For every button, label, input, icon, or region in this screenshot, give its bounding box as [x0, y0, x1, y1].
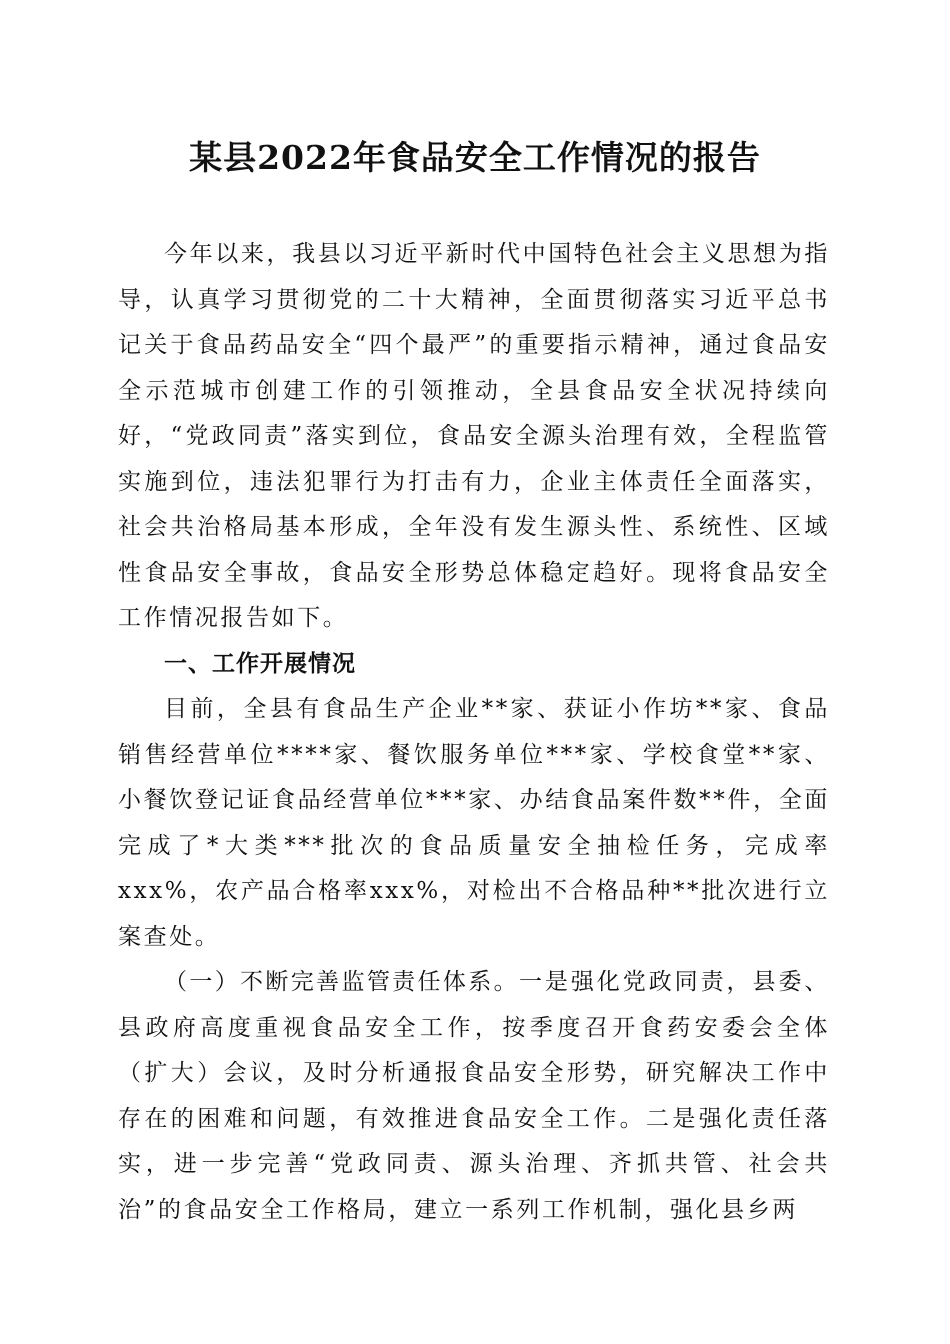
- document-title: 某县2022年食品安全工作情况的报告: [189, 138, 761, 177]
- subsection-1-text: 一是强化党政同责，县委、县政府高度重视食品安全工作，按季度召开食药安委会全体（扩大）会议，及时分析通报食品安全形势，研究解决工作中存在的困难和问题，有效推进食品安全工作。二是强化责任落实，进一步完善“党政同责、源头治理、齐抓共管、社会共治”的食品安全工作格局，建立一系列工作机制，强化县乡两: [118, 969, 831, 1223]
- section-1-paragraph: 目前，全县有食品生产企业**家、获证小作坊**家、食品销售经营单位****家、餐饮服务单位***家、学校食堂**家、小餐饮登记证食品经营单位***家、办结食品案件数**件，全面完成了*大类***批次的食品质量安全抽检任务，完成率xxx%，农产品合格率xxx%，对检出不合格品种**批次进行立案查处。: [118, 696, 830, 950]
- section-heading-1: 一、工作开展情况: [164, 650, 356, 677]
- subsection-1-paragraph: [118, 960, 830, 1233]
- subsection-heading-1: （一）不断完善监管责任体系。: [164, 969, 519, 995]
- intro-paragraph: 今年以来，我县以习近平新时代中国特色社会主义思想为指导，认真学习贯彻党的二十大精神，全面贯彻落实习近平总书记关于食品药品安全“四个最严”的重要指示精神，通过食品安全示范城市创建工作的引领推动，全县食品安全状况持续向好，“党政同责”落实到位，食品安全源头治理有效，全程监管实施到位，违法犯罪行为打击有力，企业主体责任全面落实，社会共治格局基本形成，全年没有发生源头性、系统性、区域性食品安全事故，食品安全形势总体稳定趋好。现将食品安全工作情况报告如下。: [118, 241, 830, 631]
- document-body: [118, 232, 830, 1233]
